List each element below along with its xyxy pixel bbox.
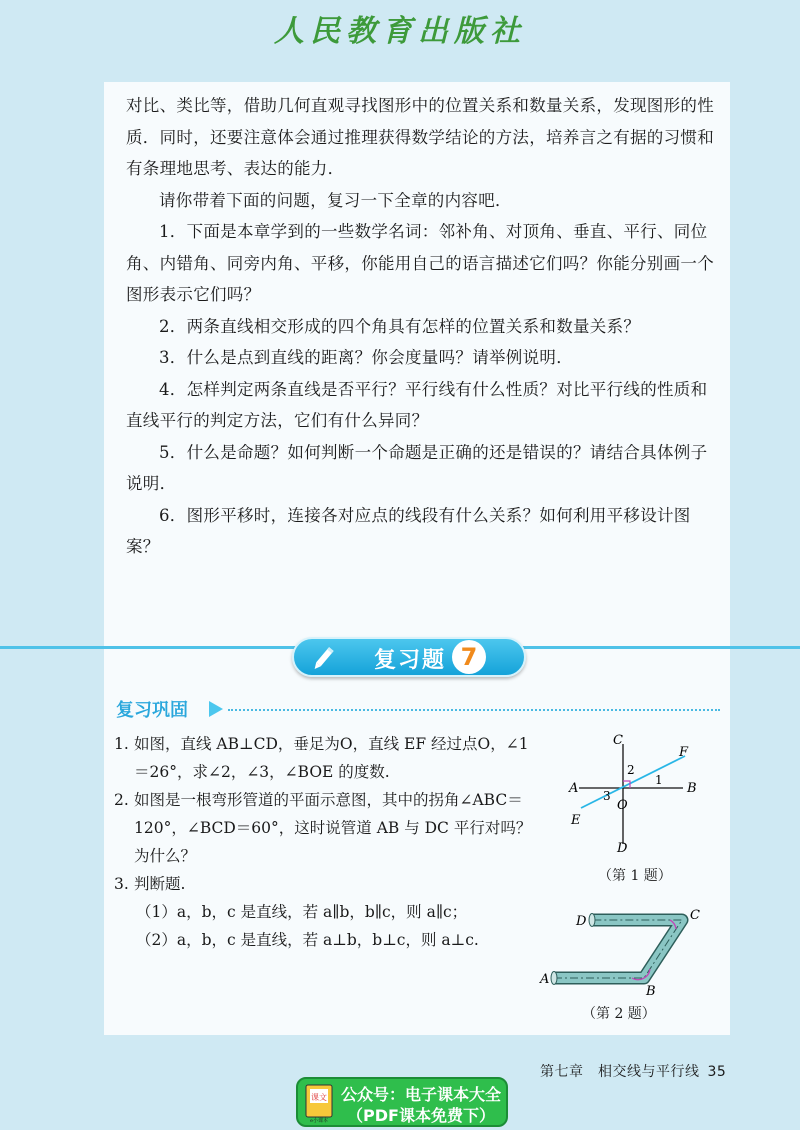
book-icon	[304, 1083, 334, 1123]
question-5: 5．什么是命题？如何判断一个命题是正确的还是错误的？请结合具体例子说明．	[126, 442, 708, 493]
intro-paragraph: 请你带着下面的问题，复习一下全章的内容吧．	[159, 190, 512, 210]
chapter-title: 第七章 相交线与平行线	[540, 1064, 700, 1080]
label-e: E	[571, 813, 581, 828]
exercise-text: 如图，直线 AB⊥CD，垂足为O，直线 EF 经过点O，∠1＝26°，求∠2，∠3，∠BOE 的度数.	[134, 735, 529, 781]
review-banner	[104, 637, 730, 687]
label-b: B	[646, 984, 656, 997]
exercise-text: 如图是一根弯形管道的平面示意图，其中的拐角∠ABC＝120°，∠BCD＝60°，这时说管道 AB 与 DC 平行对吗？为什么？	[134, 791, 532, 865]
label-d: D	[617, 841, 628, 854]
label-c: C	[690, 908, 700, 923]
question-2: 2．两条直线相交形成的四个角具有怎样的位置关系和数量关系？	[159, 316, 641, 336]
exercise-number: 2.	[114, 791, 129, 809]
exercise-number: 3.	[114, 875, 129, 893]
section-title: 复习巩固	[116, 700, 188, 721]
review-title-pill	[292, 637, 526, 677]
question-6: 6．图形平移时，连接各对应点的线段有什么关系？如何利用平移设计图案？	[126, 505, 691, 556]
label-a: A	[540, 972, 550, 987]
question-3: 3．什么是点到直线的距离？你会度量吗？请举例说明．	[159, 348, 573, 367]
section-header	[116, 696, 720, 724]
label-b: B	[687, 781, 697, 796]
watermark-line-2: （PDF课本免费下）	[347, 1106, 495, 1125]
judgment-2: （2）a，b，c 是直线，若 a⊥b，b⊥c，则 a⊥c.	[136, 931, 479, 949]
intro-text	[126, 90, 716, 563]
label-angle-2: 2	[627, 763, 635, 777]
label-f: F	[679, 745, 689, 760]
pipe-end-a	[551, 972, 557, 985]
pipe-centerline	[554, 920, 682, 978]
figure-1-caption: （第 1 题）	[598, 868, 672, 884]
review-title: 复习题	[374, 648, 447, 673]
book-icon-text: 课文	[311, 1093, 327, 1102]
watermark-line-1: 公众号：电子课本大全	[340, 1085, 501, 1104]
label-angle-1: 1	[655, 773, 663, 787]
label-o: O	[617, 798, 628, 813]
exercise-text: 判断题.	[134, 875, 186, 893]
exercise-1	[114, 730, 544, 786]
pipe-end-d	[589, 914, 595, 927]
figure-1-intersecting-lines	[557, 732, 707, 854]
publisher-logo: 人民教育出版社	[274, 14, 526, 49]
page-number: 35	[707, 1064, 727, 1080]
label-c: C	[613, 733, 623, 748]
textbook-page	[104, 82, 730, 1035]
label-angle-3: 3	[603, 789, 611, 803]
figure-2-pipe	[532, 897, 712, 997]
exercise-list	[114, 730, 544, 954]
book-icon-caption: e小课本	[310, 1118, 328, 1123]
triangle-arrow-icon	[209, 701, 223, 717]
question-1: 1．下面是本章学到的一些数学名词：邻补角、对顶角、垂直、平行、同位角、内错角、同旁内角、平移，你能用自己的语言描述它们吗？你能分别画一个图形表示它们吗？	[126, 222, 714, 304]
label-d: D	[576, 914, 587, 929]
exercise-2	[114, 786, 544, 870]
review-number-badge: 7	[452, 640, 486, 674]
judgment-1: （1）a，b，c 是直线，若 a∥b，b∥c，则 a∥c；	[136, 903, 468, 921]
label-a: A	[569, 781, 579, 796]
exercise-number: 1.	[114, 735, 129, 753]
figure-2-caption: （第 2 题）	[582, 1006, 656, 1022]
exercise-3	[114, 870, 544, 898]
pencil-icon	[308, 644, 338, 674]
watermark-badge	[296, 1077, 508, 1127]
section-dotted-line	[228, 709, 720, 711]
page-footer	[540, 1061, 726, 1081]
intro-paragraph: 对比、类比等，借助几何直观寻找图形中的位置关系和数量关系，发现图形的性质．同时，还要注意体会通过推理获得数学结论的方法，培养言之有据的习惯和有条理地思考、表达的能力．	[126, 96, 714, 178]
question-4: 4．怎样判定两条直线是否平行？平行线有什么性质？对比平行线的性质和直线平行的判定方法，它们有什么异同？	[126, 379, 708, 430]
